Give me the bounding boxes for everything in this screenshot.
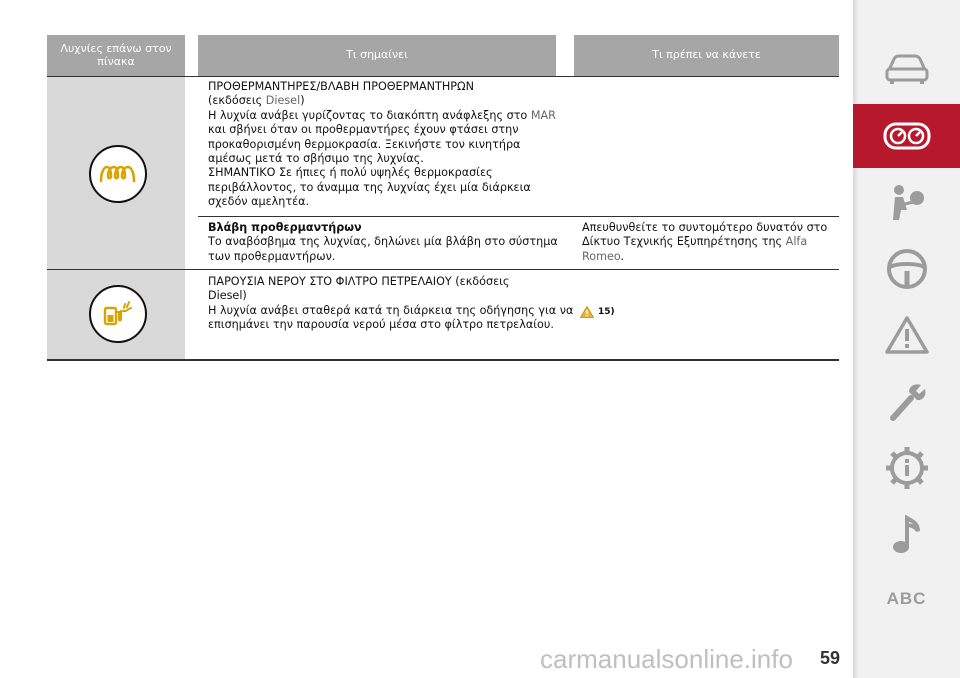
- watermark: carmanualsonline.info: [540, 644, 793, 674]
- action-brand-alfa: Alfa: [785, 235, 808, 249]
- glow-plug-coil-icon: [89, 145, 147, 203]
- preheat-line4: και σβήνει όταν οι προθερμαντήρες έχουν φτάσει στην: [208, 123, 519, 137]
- sidebar-item-driving[interactable]: [853, 237, 960, 301]
- action-network: Δίκτυο Τεχνικής Εξυπηρέτησης της: [582, 235, 786, 249]
- warning-triangle-icon: [884, 315, 930, 355]
- page-number: 59: [820, 648, 841, 668]
- wrench-icon: [885, 380, 929, 424]
- preheat-line3-mar: MAR: [530, 108, 556, 122]
- warning-reference: [580, 306, 615, 318]
- preheat-line6: αμέσως μετά το σβήσιμο της λυχνίας.: [208, 152, 424, 166]
- preheat-description: [208, 80, 568, 210]
- icon-cell-preheat: [47, 77, 185, 269]
- water-in-fuel-icon: [89, 285, 147, 343]
- steering-wheel-icon: [885, 247, 929, 291]
- preheat-fault-action-line1: Απευθυνθείτε το συντομότερο δυνατόν στο: [582, 221, 828, 234]
- preheat-line3: [208, 109, 568, 123]
- index-abc-label: ABC: [886, 589, 927, 608]
- preheat-versions: [208, 94, 568, 108]
- sidebar-item-safety[interactable]: [853, 170, 960, 234]
- sidebar-item-dashboard[interactable]: [853, 104, 960, 168]
- airbag-person-icon: [885, 180, 929, 224]
- dashboard-gauges-icon: [882, 121, 932, 151]
- chapter-sidebar: [853, 0, 960, 678]
- preheat-line3-pre: Η λυχνία ανάβει γυρίζοντας το διακόπτη ανάφλεξης στο: [208, 108, 531, 122]
- preheat-fault-title: Βλάβη προθερμαντήρων: [208, 221, 362, 234]
- icon-cell-water-in-fuel: [47, 270, 185, 359]
- info-gear-icon: [884, 445, 930, 491]
- row1-divider: [198, 216, 839, 217]
- water-versions: Diesel): [208, 289, 247, 303]
- preheat-fault-action-line2: [582, 235, 837, 249]
- action-brand-romeo: Romeo: [582, 249, 621, 263]
- preheat-versions-diesel: Diesel: [265, 94, 301, 108]
- header-lights: Λυχνίες επάνω στον πίνακα: [47, 35, 185, 76]
- car-icon: [883, 52, 931, 86]
- sidebar-item-vehicle[interactable]: [853, 37, 960, 101]
- music-note-icon: [890, 515, 924, 555]
- preheat-line5: προκαθορισμένη θερμοκρασία. Ξεκινήστε τον κινητήρα: [208, 137, 521, 151]
- warning-reference-number: 15): [598, 307, 615, 317]
- action-period: .: [620, 249, 625, 263]
- water-title: ΠΑΡΟΥΣΙΑ ΝΕΡΟΥ ΣΤΟ ΦΙΛΤΡΟ ΠΕΤΡΕΛΑΙΟΥ (εκδόσεις: [208, 275, 510, 288]
- sidebar-item-emergency[interactable]: [853, 303, 960, 367]
- preheat-versions-post: ): [300, 94, 305, 108]
- preheat-fault-description: [208, 221, 568, 264]
- preheat-line9: σχεδόν αμελητέα.: [208, 195, 310, 209]
- sidebar-item-index[interactable]: [853, 567, 960, 631]
- sidebar-item-maintenance[interactable]: [853, 370, 960, 434]
- preheat-line7: ΣΗΜΑΝΤΙΚΟ Σε ήπιες ή πολύ υψηλές θερμοκρασίες: [208, 166, 493, 180]
- preheat-fault-line1: Το αναβόσβημα της λυχνίας, δηλώνει μία βλάβη στο σύστημα: [208, 235, 558, 249]
- sidebar-item-multimedia[interactable]: [853, 503, 960, 567]
- water-line4: επισημάνει την παρουσία νερού μέσα στο φίλτρο πετρελαίου.: [208, 318, 554, 332]
- preheat-fault-action-line3: [582, 250, 837, 264]
- preheat-versions-pre: (εκδόσεις: [208, 94, 266, 108]
- header-meaning: Τι σημαίνει: [198, 35, 556, 76]
- preheat-fault-line2: των προθερμαντήρων.: [208, 249, 336, 263]
- caution-icon: [580, 306, 594, 318]
- header-action: Τι πρέπει να κάνετε: [574, 35, 839, 76]
- preheat-title: ΠΡΟΘΕΡΜΑΝΤΗΡΕΣ/ΒΛΑΒΗ ΠΡΟΘΕΡΜΑΝΤΗΡΩΝ: [208, 80, 474, 93]
- sidebar-item-technical-data[interactable]: [853, 436, 960, 500]
- table-bottom-border: [47, 359, 839, 361]
- preheat-fault-action: [582, 221, 837, 264]
- preheat-line8: περιβάλλοντος, το άναμμα της λυχνίας έχει μία διάρκεια: [208, 180, 531, 194]
- water-line3: Η λυχνία ανάβει σταθερά κατά τη διάρκεια της οδήγησης για να: [208, 303, 574, 317]
- water-in-fuel-description: [208, 275, 578, 333]
